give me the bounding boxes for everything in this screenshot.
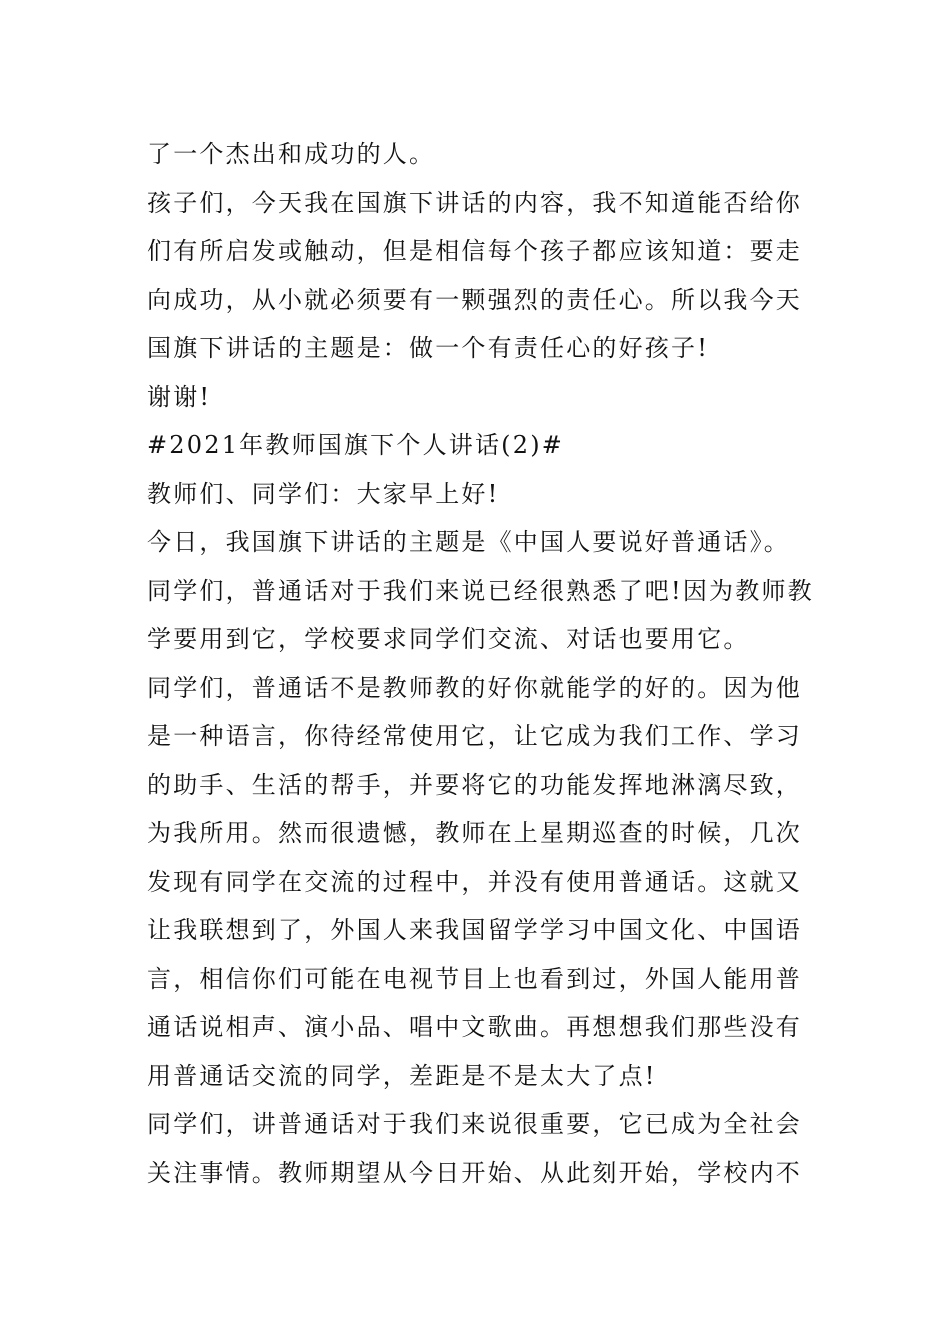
text-line: 用普通话交流的同学，差距是不是太大了点! [147,1061,657,1090]
text-line: 同学们，讲普通话对于我们来说很重要，它已成为全社会 [147,1110,802,1138]
text-line: 今日，我国旗下讲话的主题是《中国人要说好普通话》。 [147,528,790,556]
text-line: 言，相信你们可能在电视节目上也看到过，外国人能用普 [147,964,802,993]
text-line: 谢谢! [147,382,212,411]
text-line: 们有所启发或触动，但是相信每个孩子都应该知道：要走 [147,237,802,265]
text-line: 同学们，普通话对于我们来说已经很熟悉了吧!因为教师教 [147,576,814,605]
section-heading: #2021年教师国旗下个人讲话(2)# [147,431,565,459]
text-line: 的助手、生活的帮手，并要将它的功能发挥地淋漓尽致， [147,770,802,799]
document-body [147,130,817,1197]
text-line: 发现有同学在交流的过程中，并没有使用普通话。这就又 [147,867,802,896]
text-line: 为我所用。然而很遗憾，教师在上星期巡查的时候，几次 [147,819,802,847]
text-line: 了一个杰出和成功的人。 [147,140,436,168]
text-line: 孩子们，今天我在国旗下讲话的内容，我不知道能否给你 [147,188,802,217]
text-line: 让我联想到了，外国人来我国留学学习中国文化、中国语 [147,916,802,944]
text-line: 关注事情。教师期望从今日开始、从此刻开始，学校内不 [147,1158,802,1187]
text-line: 国旗下讲话的主题是：做一个有责任心的好孩子! [147,334,710,362]
text-line: 通话说相声、演小品、唱中文歌曲。再想想我们那些没有 [147,1013,802,1041]
text-line: 同学们，普通话不是教师教的好你就能学的好的。因为他 [147,673,802,702]
text-line: 学要用到它，学校要求同学们交流、对话也要用它。 [147,625,750,653]
text-line: 是一种语言，你待经常使用它，让它成为我们工作、学习 [147,722,802,750]
text-line: 向成功，从小就必须要有一颗强烈的责任心。所以我今天 [147,285,802,314]
text-line: 教师们、同学们：大家早上好! [147,479,500,508]
